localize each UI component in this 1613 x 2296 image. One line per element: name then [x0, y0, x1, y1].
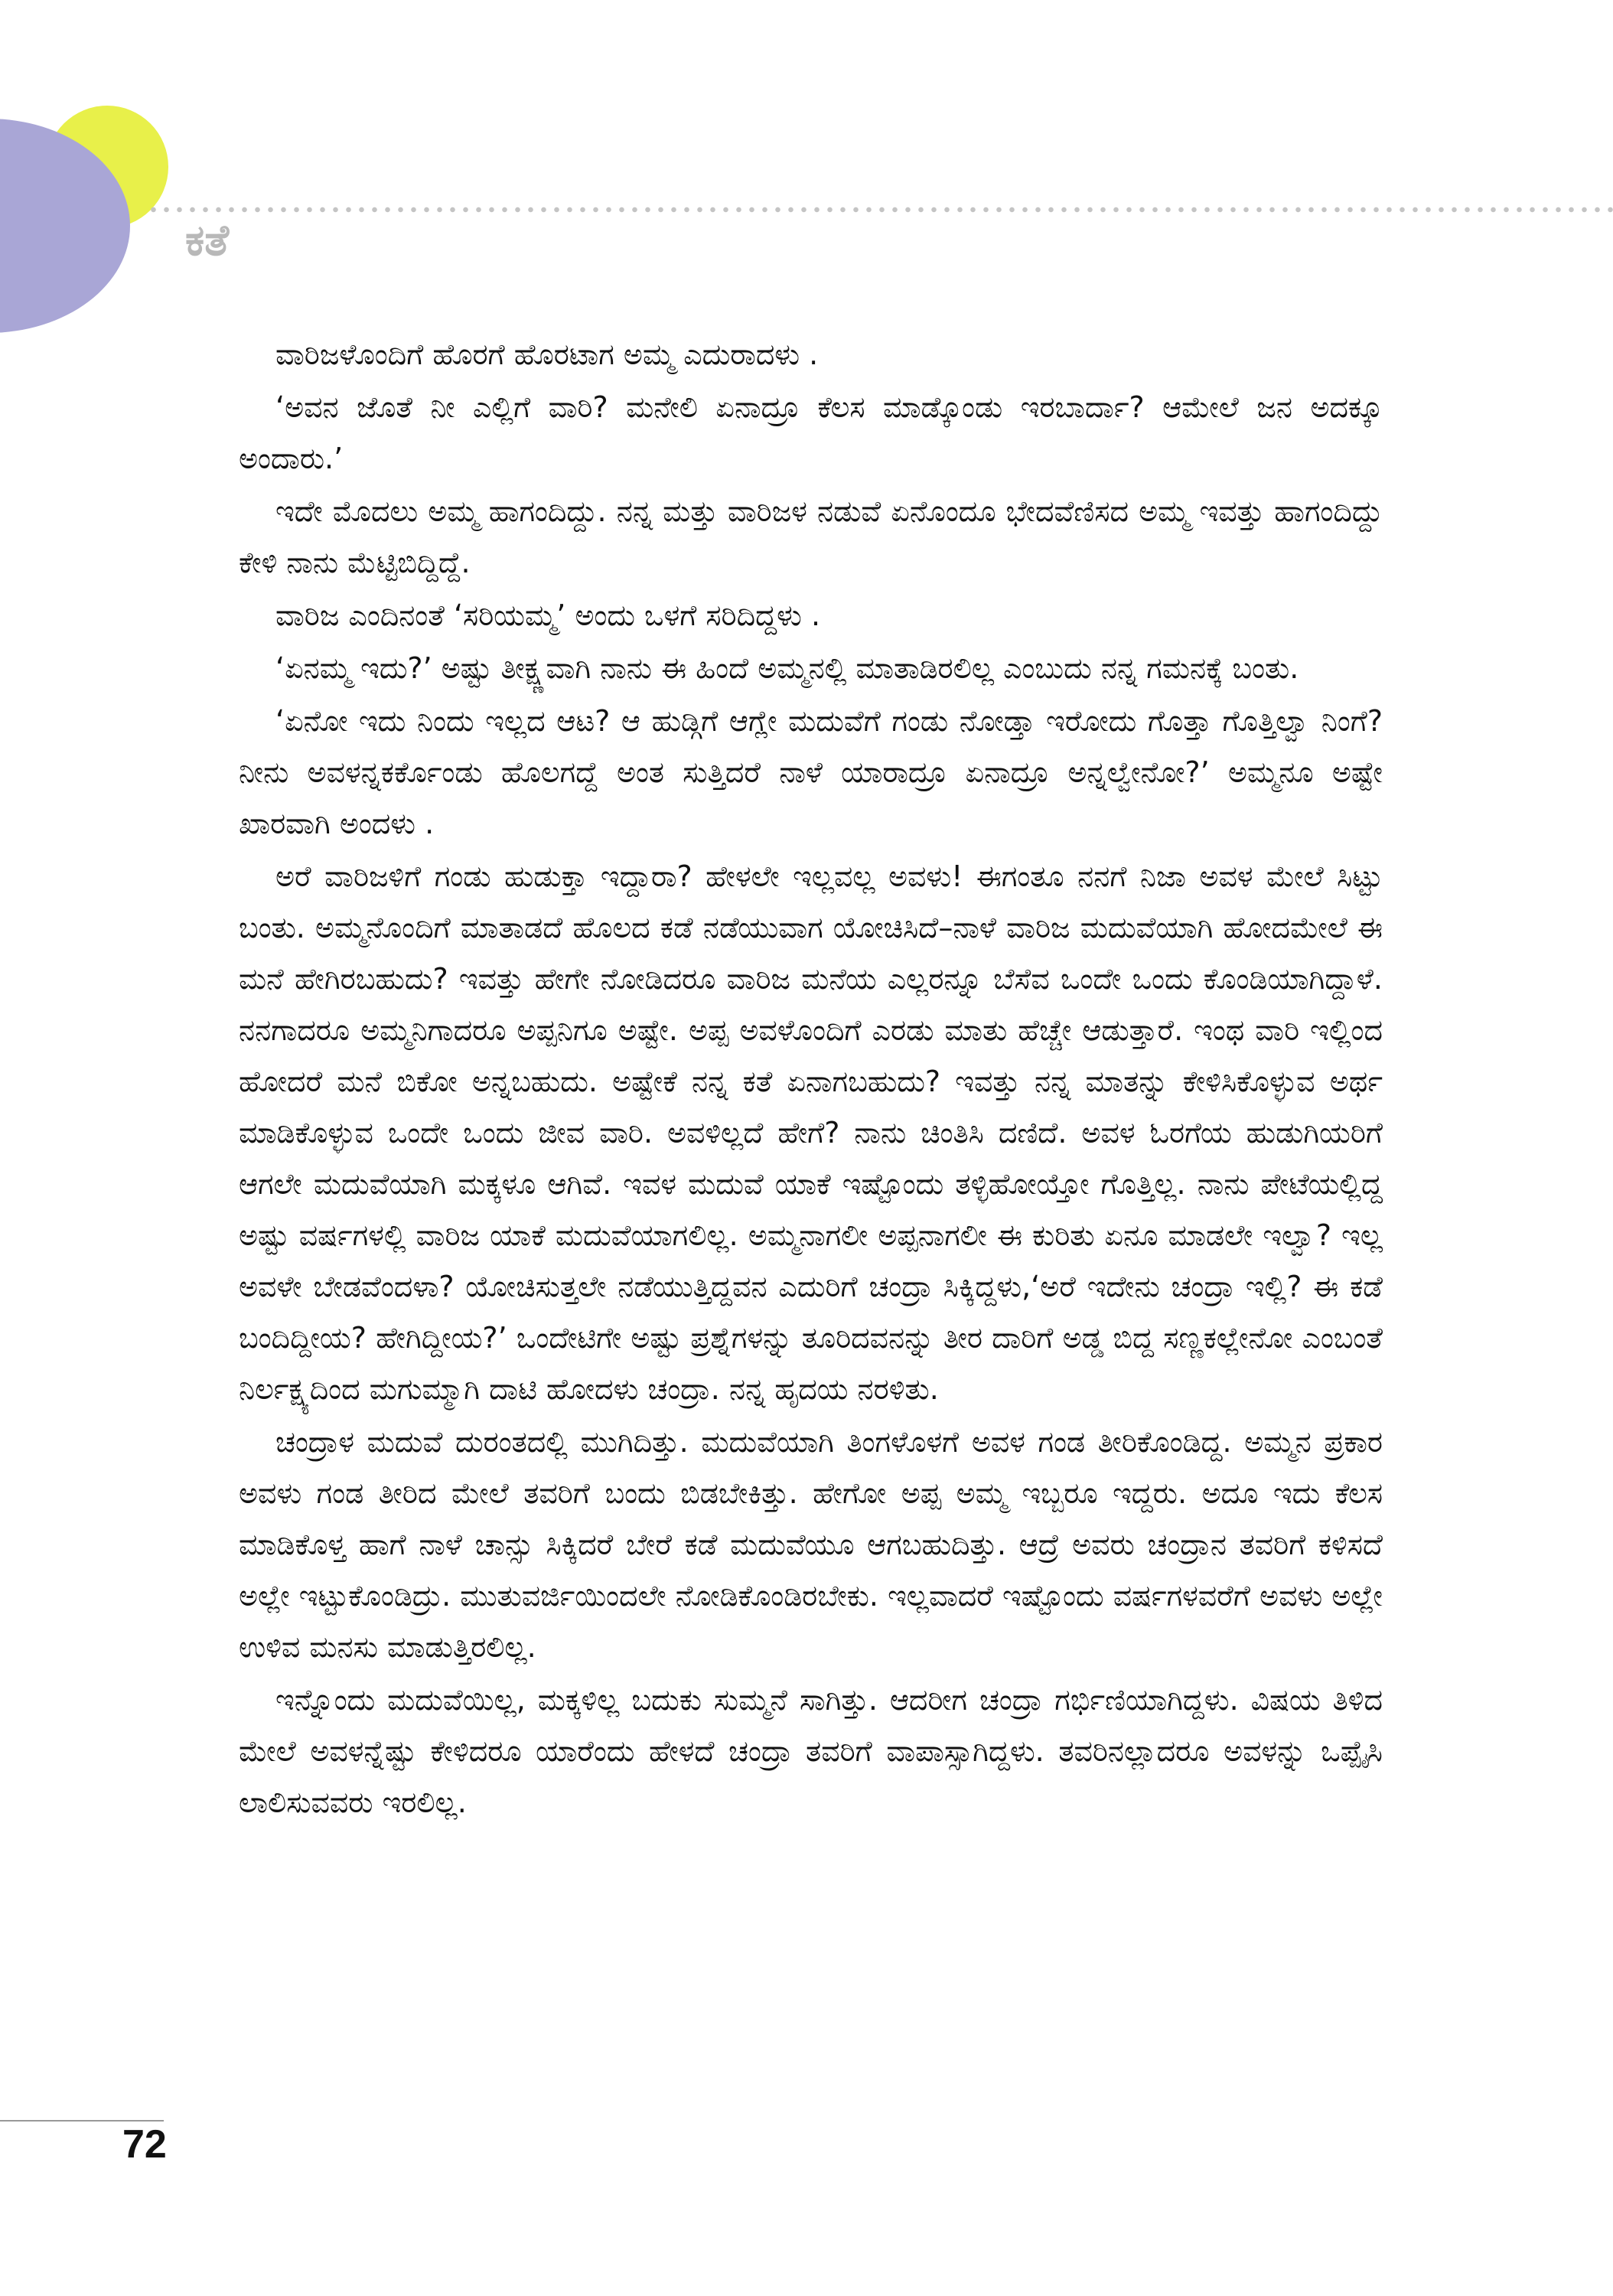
- paragraph: ಇದೇ ಮೊದಲು ಅಮ್ಮ ಹಾಗಂದಿದ್ದು. ನನ್ನ ಮತ್ತು ವಾರಿಜಳ ನಡುವೆ ಏನೊಂದೂ ಭೇದವೆಣಿಸದ ಅಮ್ಮ ಇವತ್ತು ಹಾಗಂದಿದ್ದು ಕೇಳಿ ನಾನು ಮೆಟ್ಟಿಬಿದ್ದಿದ್ದೆ.: [239, 494, 1383, 579]
- paragraph: ‘ಅವನ ಜೊತೆ ನೀ ಎಲ್ಲಿಗೆ ವಾರಿ? ಮನೇಲಿ ಏನಾದ್ರೂ ಕೆಲಸ ಮಾಡ್ಕೊಂಡು ಇರಬಾರ್ದಾ? ಆಮೇಲೆ ಜನ ಅದಕ್ಕೂ ಅಂದಾರು.’: [239, 390, 1383, 475]
- paragraph: ವಾರಿಜಳೊಂದಿಗೆ ಹೊರಗೆ ಹೊರಟಾಗ ಅಮ್ಮ ಎದುರಾದಳು .: [275, 338, 819, 371]
- paragraph: ಇನ್ನೊಂದು ಮದುವೆಯಿಲ್ಲ, ಮಕ್ಕಳಿಲ್ಲ ಬದುಕು ಸುಮ್ಮನೆ ಸಾಗಿತ್ತು. ಆದರೀಗ ಚಂದ್ರಾ ಗರ್ಭಿಣಿಯಾಗಿದ್ದಳು. ವಿಷಯ ತಿಳಿದ ಮೇಲೆ ಅವಳನ್ನೆಷ್ಟು ಕೇಳಿದರೂ ಯಾರೆಂದು ಹೇಳದೆ ಚಂದ್ರಾ ತವರಿಗೆ ವಾಪಾಸ್ಸಾಗಿದ್ದಳು. ತವರಿನಲ್ಲಾದರೂ ಅವಳನ್ನು ಒಪ್ಪೈಸಿ ಲಾಲಿಸುವವರು ಇರಲಿಲ್ಲ.: [239, 1683, 1383, 1819]
- dotted-header-rule: [147, 207, 1613, 213]
- page-number: 72: [122, 2122, 167, 2167]
- section-label: ಕತೆ: [185, 216, 230, 266]
- paragraph: ‘ಏನೋ ಇದು ನಿಂದು ಇಲ್ಲದ ಆಟ? ಆ ಹುಡ್ಗಿಗೆ ಆಗ್ಲೇ ಮದುವೆಗೆ ಗಂಡು ನೋಡ್ತಾ ಇರೋದು ಗೊತ್ತಾ ಗೊತ್ತಿಲ್ವಾ ನಿಂಗೆ? ನೀನು ಅವಳನ್ನಕರ್ಕೊಂಡು ಹೊಲಗದ್ದೆ ಅಂತ ಸುತ್ತಿದರೆ ನಾಳೆ ಯಾರಾದ್ರೂ ಏನಾದ್ರೂ ಅನ್ನಲ್ವೇನೋ?’ ಅಮ್ಮನೂ ಅಷ್ಟೇ ಖಾರವಾಗಿ ಅಂದಳು .: [239, 704, 1383, 840]
- paragraph: ಅರೆ ವಾರಿಜಳಿಗೆ ಗಂಡು ಹುಡುಕ್ತಾ ಇದ್ದಾರಾ? ಹೇಳಲೇ ಇಲ್ಲವಲ್ಲ ಅವಳು! ಈಗಂತೂ ನನಗೆ ನಿಜಾ ಅವಳ ಮೇಲೆ ಸಿಟ್ಟು ಬಂತು. ಅಮ್ಮನೊಂದಿಗೆ ಮಾತಾಡದೆ ಹೊಲದ ಕಡೆ ನಡೆಯುವಾಗ ಯೋಚಿಸಿದೆ–ನಾಳೆ ವಾರಿಜ ಮದುವೆಯಾಗಿ ಹೋದಮೇಲೆ ಈ ಮನೆ ಹೇಗಿರಬಹುದು? ಇವತ್ತು ಹೇಗೇ ನೋಡಿದರೂ ವಾರಿಜ ಮನೆಯ ಎಲ್ಲರನ್ನೂ ಬೆಸೆವ ಒಂದೇ ಒಂದು ಕೊಂಡಿಯಾಗಿದ್ದಾಳೆ. ನನಗಾದರೂ ಅಮ್ಮನಿಗಾದರೂ ಅಪ್ಪನಿಗೂ ಅಷ್ಟೇ. ಅಪ್ಪ ಅವಳೊಂದಿಗೆ ಎರಡು ಮಾತು ಹೆಚ್ಚೇ ಆಡುತ್ತಾರೆ. ಇಂಥ ವಾರಿ ಇಲ್ಲಿಂದ ಹೋದರೆ ಮನೆ ಬಿಕೋ ಅನ್ನಬಹುದು. ಅಷ್ಟೇಕೆ ನನ್ನ ಕತೆ ಏನಾಗಬಹುದು? ಇವತ್ತು ನನ್ನ ಮಾತನ್ನು ಕೇಳಿಸಿಕೊಳ್ಳುವ ಅರ್ಥ ಮಾಡಿಕೊಳ್ಳುವ ಒಂದೇ ಒಂದು ಜೀವ ವಾರಿ. ಅವಳಿಲ್ಲದೆ ಹೇಗೆ? ನಾನು ಚಿಂತಿಸಿ ದಣಿದೆ. ಅವಳ ಓರಗೆಯ ಹುಡುಗಿಯರಿಗೆ ಆಗಲೇ ಮದುವೆಯಾಗಿ ಮಕ್ಕಳೂ ಆಗಿವೆ. ಇವಳ ಮದುವೆ ಯಾಕೆ ಇಷ್ಟೊಂದು ತಳ್ಳಿಹೋಯ್ತೋ ಗೊತ್ತಿಲ್ಲ. ನಾನು ಪೇಟೆಯಲ್ಲಿದ್ದ ಅಷ್ಟು ವರ್ಷಗಳಲ್ಲಿ ವಾರಿಜ ಯಾಕೆ ಮದುವೆಯಾಗಲಿಲ್ಲ. ಅಮ್ಮನಾಗಲೀ ಅಪ್ಪನಾಗಲೀ ಈ ಕುರಿತು ಏನೂ ಮಾಡಲೇ ಇಲ್ವಾ? ಇಲ್ಲ ಅವಳೇ ಬೇಡವೆಂದಳಾ? ಯೋಚಿಸುತ್ತಲೇ ನಡೆಯುತ್ತಿದ್ದವನ ಎದುರಿಗೆ ಚಂದ್ರಾ ಸಿಕ್ಕಿದ್ದಳು,‘ಅರೆ ಇದೇನು ಚಂದ್ರಾ ಇಲ್ಲಿ? ಈ ಕಡೆ ಬಂದಿದ್ದೀಯ? ಹೇಗಿದ್ದೀಯ?’ ಒಂದೇಟಿಗೇ ಅಷ್ಟು ಪ್ರಶ್ನೆಗಳನ್ನು ತೂರಿದವನನ್ನು ತೀರ ದಾರಿಗೆ ಅಡ್ಡ ಬಿದ್ದ ಸಣ್ಣಕಲ್ಲೇನೋ ಎಂಬಂತೆ ನಿರ್ಲಕ್ಷ್ಯದಿಂದ ಮಗುಮ್ಮಾಗಿ ದಾಟಿ ಹೋದಳು ಚಂದ್ರಾ. ನನ್ನ ಹೃದಯ ನರಳಿತು.: [239, 859, 1383, 1406]
- story-text: [239, 329, 1383, 1830]
- paragraph: ‘ಏನಮ್ಮ ಇದು?’ ಅಷ್ಟು ತೀಕ್ಷ್ಣವಾಗಿ ನಾನು ಈ ಹಿಂದೆ ಅಮ್ಮನಲ್ಲಿ ಮಾತಾಡಿರಲಿಲ್ಲ ಎಂಬುದು ನನ್ನ ಗಮನಕ್ಕೆ ಬಂತು.: [275, 651, 1299, 685]
- paragraph: ವಾರಿಜ ಎಂದಿನಂತೆ ‘ಸರಿಯಮ್ಮ’ ಅಂದು ಒಳಗೆ ಸರಿದಿದ್ದಳು .: [275, 598, 821, 632]
- paragraph: ಚಂದ್ರಾಳ ಮದುವೆ ದುರಂತದಲ್ಲಿ ಮುಗಿದಿತ್ತು. ಮದುವೆಯಾಗಿ ತಿಂಗಳೊಳಗೆ ಅವಳ ಗಂಡ ತೀರಿಕೊಂಡಿದ್ದ. ಅಮ್ಮನ ಪ್ರಕಾರ ಅವಳು ಗಂಡ ತೀರಿದ ಮೇಲೆ ತವರಿಗೆ ಬಂದು ಬಿಡಬೇಕಿತ್ತು. ಹೇಗೋ ಅಪ್ಪ ಅಮ್ಮ ಇಬ್ಬರೂ ಇದ್ದರು. ಅದೂ ಇದು ಕೆಲಸ ಮಾಡಿಕೊಳ್ತ ಹಾಗೆ ನಾಳೆ ಚಾನ್ಸು ಸಿಕ್ಕಿದರೆ ಬೇರೆ ಕಡೆ ಮದುವೆಯೂ ಆಗಬಹುದಿತ್ತು. ಆದ್ರೆ ಅವರು ಚಂದ್ರಾನ ತವರಿಗೆ ಕಳಿಸದೆ ಅಲ್ಲೇ ಇಟ್ಟುಕೊಂಡಿದ್ರು. ಮುತುವರ್ಜಿಯಿಂದಲೇ ನೋಡಿಕೊಂಡಿರಬೇಕು. ಇಲ್ಲವಾದರೆ ಇಷ್ಟೊಂದು ವರ್ಷಗಳವರೆಗೆ ಅವಳು ಅಲ್ಲೇ ಉಳಿವ ಮನಸು ಮಾಡುತ್ತಿರಲಿಲ್ಲ.: [239, 1425, 1383, 1664]
